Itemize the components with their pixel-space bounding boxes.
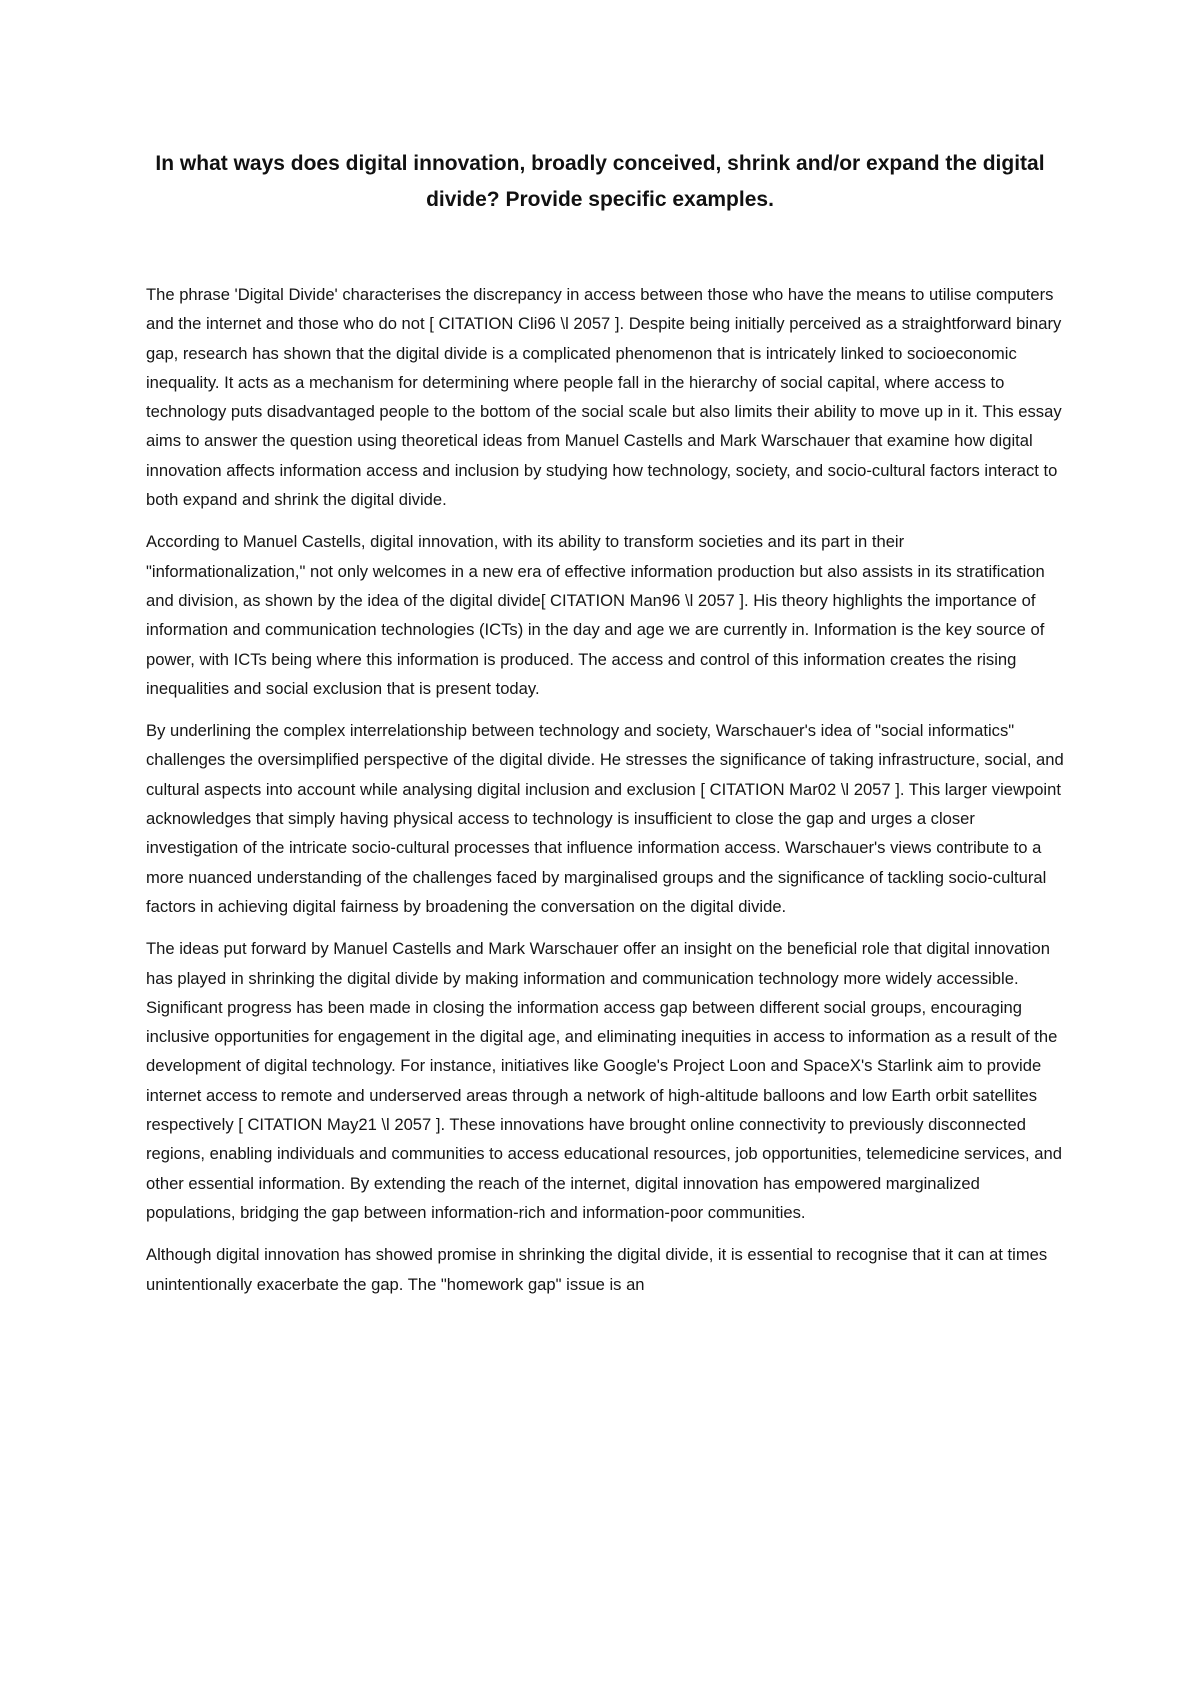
paragraph-castells: According to Manuel Castells, digital innovation, with its ability to transform societies and its part in their "informationalization," not only welcomes in a new era of effective information production but also assists in its stratification and division, as shown by the idea of the digital divide[ CITATION Man96 \l 2057 ]. His theory highlights the importance of information and communication technologies (ICTs) in the day and age we are currently in. Information is the key source of power, with ICTs being where this information is produced. The access and control of this information creates the rising inequalities and social exclusion that is present today. [146, 532, 1045, 698]
paragraph-shrinking-divide: The ideas put forward by Manuel Castells and Mark Warschauer offer an insight on the beneficial role that digital innovation has played in shrinking the digital divide by making information and communication technology more widely accessible. Significant progress has been made in closing the information access gap between different social groups, encouraging inclusive opportunities for engagement in the digital age, and eliminating inequities in access to information as a result of the development of digital technology. For instance, initiatives like Google's Project Loon and SpaceX's Starlink aim to provide internet access to remote and underserved areas through a network of high-altitude balloons and low Earth orbit satellites respectively [ CITATION May21 \l 2057 ]. These innovations have brought online connectivity to previously disconnected regions, enabling individuals and communities to access educational resources, job opportunities, telemedicine services, and other essential information. By extending the reach of the internet, digital innovation has empowered marginalized populations, bridging the gap between information-rich and information-poor communities. [146, 939, 1062, 1222]
paragraph-introduction: The phrase 'Digital Divide' characterises the discrepancy in access between those who have the means to utilise computers and the internet and those who do not [ CITATION Cli96 \l 2057 ]. Despite being initially perceived as a straightforward binary gap, research has shown that the digital divide is a complicated phenomenon that is intricately linked to socioeconomic inequality. It acts as a mechanism for determining where people fall in the hierarchy of social capital, where access to technology puts disadvantaged people to the bottom of the social scale but also limits their ability to move up in it. This essay aims to answer the question using theoretical ideas from Manuel Castells and Mark Warschauer that examine how digital innovation affects information access and inclusion by studying how technology, society, and socio-cultural factors interact to both expand and shrink the digital divide. [146, 285, 1062, 510]
paragraph-expanding-divide: Although digital innovation has showed promise in shrinking the digital divide, it is essential to recognise that it can at times unintentionally exacerbate the gap. The "homework gap" issue is an [146, 1245, 1048, 1294]
paragraph-warschauer: By underlining the complex interrelationship between technology and society, Warschauer's idea of "social informatics" challenges the oversimplified perspective of the digital divide. He stresses the significance of taking infrastructure, social, and cultural aspects into account while analysing digital inclusion and exclusion [ CITATION Mar02 \l 2057 ]. This larger viewpoint acknowledges that simply having physical access to technology is insufficient to close the gap and urges a closer investigation of the intricate socio-cultural processes that influence information access. Warschauer's views contribute to a more nuanced understanding of the challenges faced by marginalised groups and the significance of tackling socio-cultural factors in achieving digital fairness by broadening the conversation on the digital divide. [146, 721, 1064, 916]
document-title: In what ways does digital innovation, broadly conceived, shrink and/or expand the digital divide? Provide specific examples. [155, 152, 1045, 211]
document-body [146, 280, 1066, 1312]
